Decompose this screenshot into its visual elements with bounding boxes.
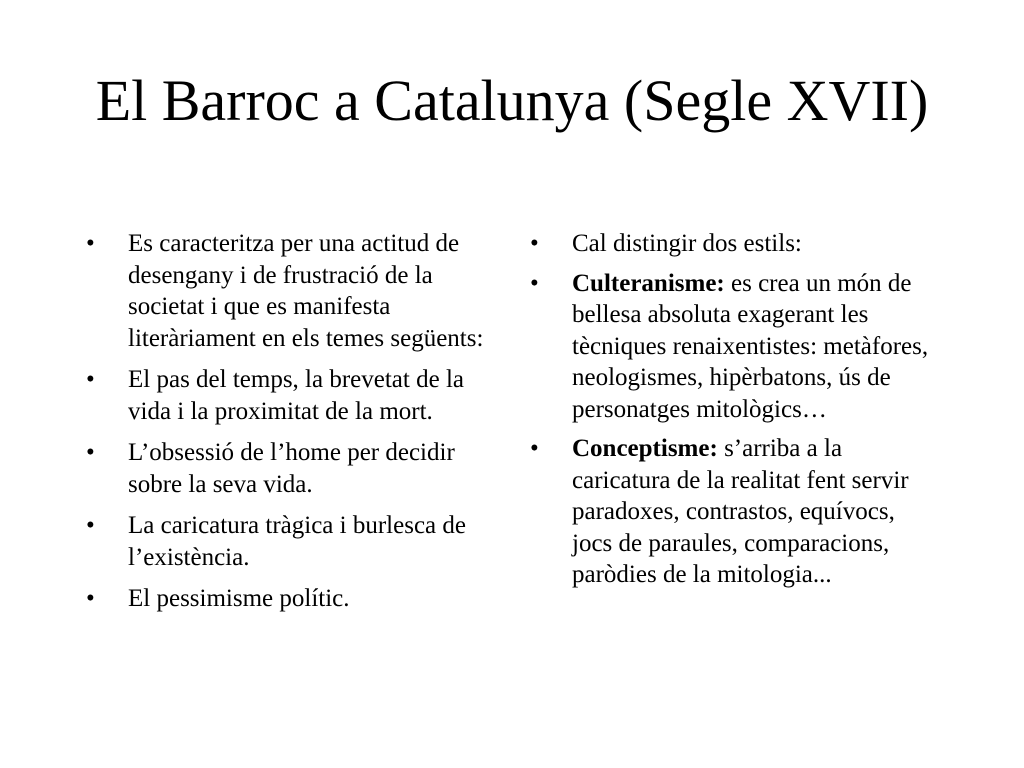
bullet-text: El pas del temps, la brevetat de la vida i la proximitat de la mort. [128,366,464,425]
bullet-icon: • [86,230,95,257]
bullet-text: L’obsessió de l’home per decidir sobre la seva vida. [128,439,455,498]
bullet-text: El pessimisme polític. [128,585,350,612]
bullet-text: Cal distingir dos estils: [572,230,802,257]
list-item [530,228,930,260]
list-item [86,437,486,500]
list-item [86,583,486,615]
bullet-icon: • [86,512,95,539]
list-item [530,268,930,426]
list-item [86,364,486,427]
term-culteranisme: Culteranisme: [572,269,725,297]
bullet-icon: • [86,585,95,612]
bullet-icon: • [530,230,539,257]
bullet-icon: • [86,366,95,393]
bullet-text: Es caracteritza per una actitud de desengany i de frustració de la societat i que es manifesta literàriament en els temes següents: [128,230,484,352]
bullet-icon: • [86,439,95,466]
bullet-text: La caricatura tràgica i burlesca de l’existència. [128,512,466,571]
term-conceptisme: Conceptisme: [572,435,718,462]
list-item [86,510,486,573]
right-bullet-list [530,228,930,599]
slide-title: El Barroc a Catalunya (Segle XVII) [95,68,929,133]
list-item [530,433,930,591]
left-bullet-list [86,228,486,625]
bullet-icon: • [530,269,539,297]
bullet-icon: • [530,435,539,462]
bullet-text: s’arriba a la caricatura de la realitat fent servir paradoxes, contrastos, equívocs, jocs de paraules, comparacions, paròdies de la mitologia... [572,435,909,588]
bullet-text: es crea un món de bellesa absoluta exagerant les tècniques renaixentistes: metàfores, neologismes, hipèrbatons, ús de personatges mitològics… [572,269,929,423]
list-item [86,228,486,354]
